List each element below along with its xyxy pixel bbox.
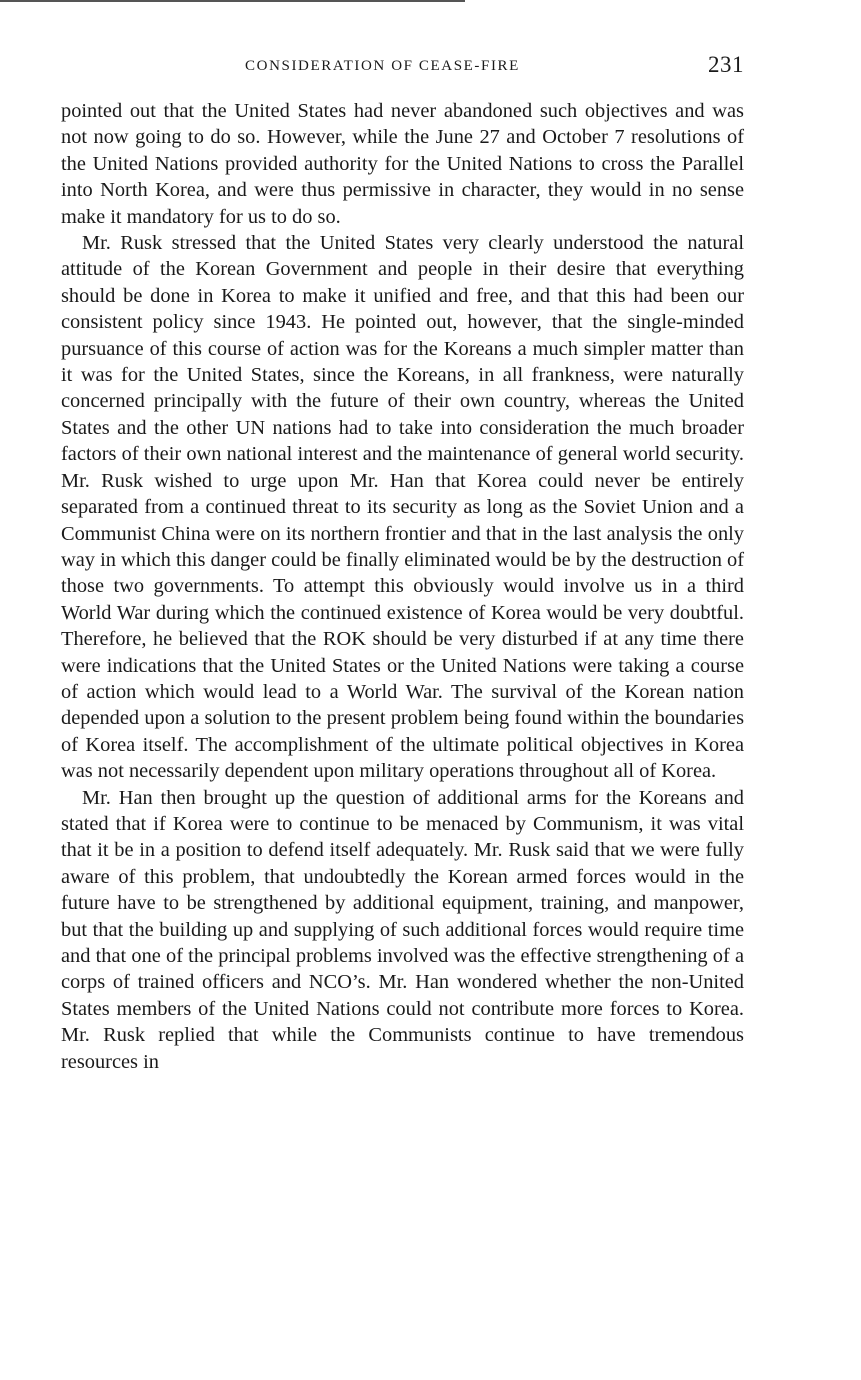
paragraph: pointed out that the United States had never abandoned such objectives and was not now going to do so. However, while the June 27 and October 7 resolutions of the United Nations provided authority for the United Nations to cross the Parallel into North Korea, and were thus permissive in character, they would in no sense make it mandatory for us to do so. [61,100,744,228]
book-page [61,52,744,1075]
top-rule [0,0,465,2]
chapter-title: CONSIDERATION OF CEASE-FIRE [245,58,520,74]
page-number: 231 [708,52,744,77]
running-header [61,52,744,84]
paragraph: Mr. Han then brought up the question of additional arms for the Koreans and stated that if Korea were to continue to be menaced by Communism, it was vital that it be in a position to defend itself adequately. Mr. Rusk said that we were fully aware of this problem, that undoubtedly the Korean armed forces would in the future have to be strengthened by additional equipment, training, and manpower, but that the building up and supplying of such additional forces would require time and that one of the principal problems involved was the effective strengthening of a corps of trained officers and NCO’s. Mr. Han wondered whether the non-United States members of the United Nations could not contribute more forces to Korea. Mr. Rusk replied that while the Communists continue to have tremendous resources in [61,786,744,1073]
paragraph: Mr. Rusk stressed that the United States very clearly understood the natural attitude of the Korean Government and people in their desire that everything should be done in Korea to make it unified and free, and that this had been our consistent policy since 1943. He pointed out, however, that the single-minded pursuance of this course of action was for the Koreans a much simpler matter than it was for the United States, since the Koreans, in all frankness, were naturally concerned principally with the future of their own country, whereas the United States and the other UN nations had to take into consideration the much broader factors of their own national interest and the maintenance of general world security. Mr. Rusk wished to urge upon Mr. Han that Korea could never be entirely separated from a continued threat to its security as long as the Soviet Union and a Communist China were on its northern frontier and that in the last analysis the only way in which this danger could be finally eliminated would be by the destruction of those two governments. To attempt this obviously would involve us in a third World War during which the continued existence of Korea would be very doubtful. Therefore, he believed that the ROK should be very disturbed if at any time there were indications that the United States or the United Nations were taking a course of action which would lead to a World War. The survival of the Korean nation depended upon a solution to the present problem being found within the boundaries of Korea itself. The accomplishment of the ultimate political objectives in Korea was not necessarily dependent upon military operations throughout all of Korea. [61,232,744,783]
body-text [61,98,744,1075]
